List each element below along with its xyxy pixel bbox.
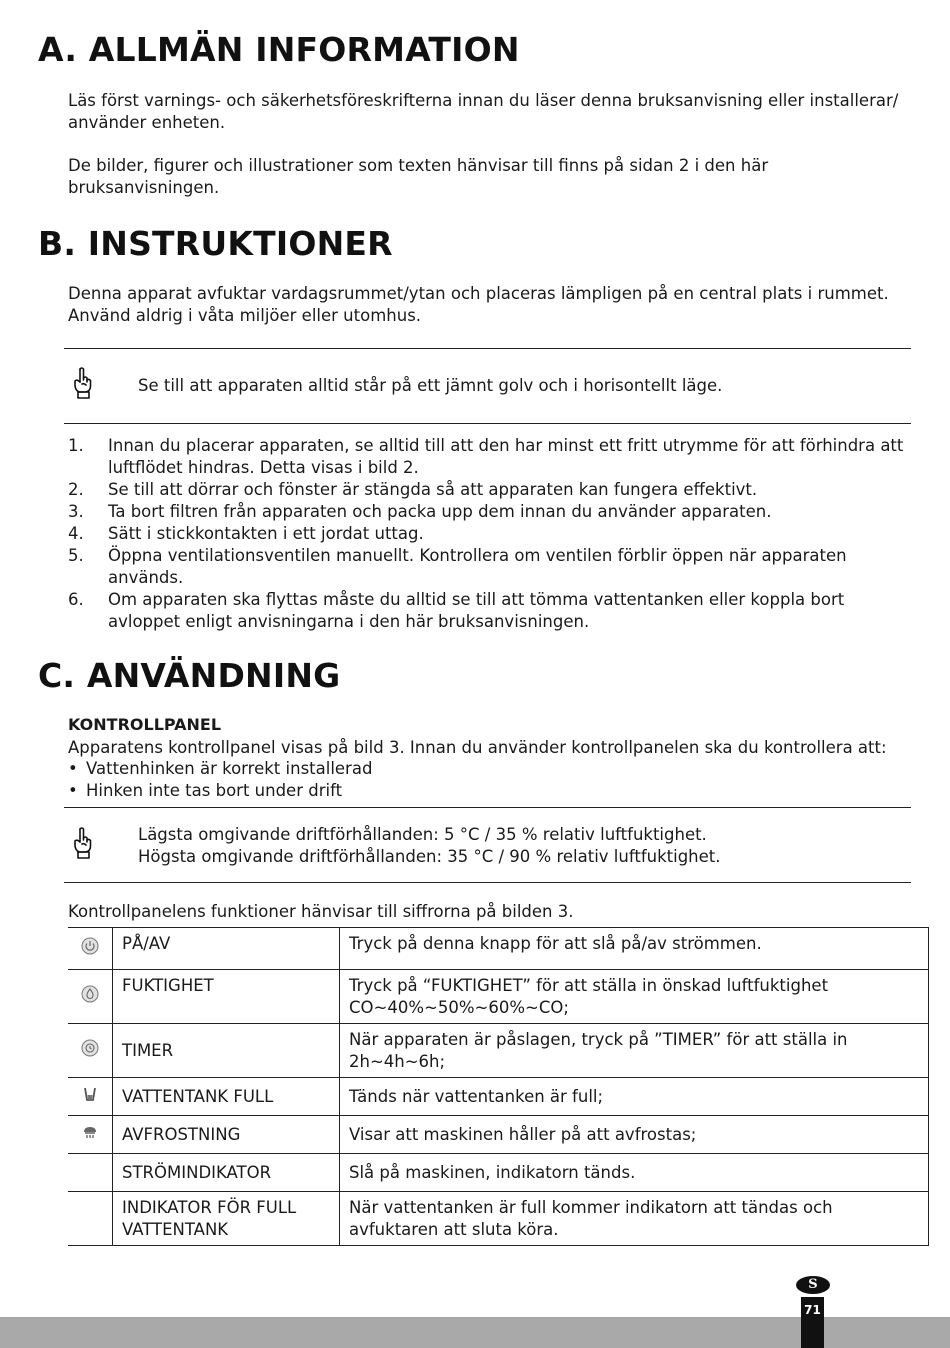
list-item: • Vattenhinken är korrekt installerad <box>68 759 373 778</box>
instruction-list <box>68 435 918 633</box>
table-cell-desc: Slå på maskinen, indikatorn tänds. <box>340 1154 929 1192</box>
list-item <box>68 545 918 589</box>
table-cell-desc: Tänds när vattentanken är full; <box>340 1078 929 1116</box>
timer-icon <box>80 1038 100 1058</box>
table-icon-cell <box>68 1192 113 1246</box>
table-row <box>68 1024 929 1078</box>
language-badge: S <box>796 1276 830 1294</box>
pointing-hand-icon <box>70 366 96 400</box>
check-list <box>68 758 372 802</box>
power-icon <box>80 936 100 956</box>
table-cell-name: FUKTIGHET <box>113 970 340 1024</box>
list-text: Hinken inte tas bort under drift <box>86 781 343 800</box>
operating-conditions-max: Högsta omgivande driftförhållanden: 35 °C / 90 % relativ luftfuktighet. <box>138 847 721 866</box>
control-panel-subheading: KONTROLLPANEL <box>68 715 222 734</box>
table-cell-name: STRÖMINDIKATOR <box>113 1154 340 1192</box>
table-cell-name: INDIKATOR FÖR FULL VATTENTANK <box>113 1192 340 1246</box>
table-row <box>68 1116 929 1154</box>
pointing-hand-icon <box>70 826 96 860</box>
section-b-paragraph: Denna apparat avfuktar vardagsrummet/ytan och placeras lämpligen på en central plats i rummet. Använd aldrig i våta miljöer eller utomhus. <box>68 284 889 325</box>
humidity-icon <box>80 984 100 1004</box>
table-icon-cell <box>68 1078 113 1116</box>
list-text: Öppna ventilationsventilen manuellt. Kontrollera om ventilen förblir öppen när apparaten används. <box>108 546 847 587</box>
table-icon-cell <box>68 1116 113 1154</box>
control-functions-table <box>68 927 929 1246</box>
table-icon-cell <box>68 970 113 1024</box>
table-cell-name: TIMER <box>113 1024 340 1078</box>
table-row <box>68 928 929 970</box>
table-cell-desc: Tryck på “FUKTIGHET” för att ställa in önskad luftfuktighet CO~40%~50%~60%~CO; <box>340 970 929 1024</box>
table-intro: Kontrollpanelens funktioner hänvisar till siffrorna på bilden 3. <box>68 902 574 921</box>
section-b-title: B. INSTRUKTIONER <box>38 224 393 263</box>
divider-bottom <box>64 882 911 883</box>
list-number: 6. <box>68 590 84 609</box>
control-panel-intro: Apparatens kontrollpanel visas på bild 3. Innan du använder kontrollpanelen ska du kontrollera att: <box>68 738 887 757</box>
list-text: Vattenhinken är korrekt installerad <box>86 759 373 778</box>
list-text: Ta bort filtren från apparaten och packa upp dem innan du använder apparaten. <box>108 502 772 521</box>
table-row <box>68 1154 929 1192</box>
list-number: 2. <box>68 480 84 499</box>
table-row <box>68 1192 929 1246</box>
page-number: 71 <box>801 1297 824 1348</box>
list-text: Om apparaten ska flyttas måste du alltid se till att tömma vattentanken eller koppla bort avloppet enligt anvisningarna i den här bruksanvisningen. <box>108 590 845 631</box>
divider-top <box>64 807 911 808</box>
list-item <box>68 501 918 523</box>
section-c-title: C. ANVÄNDNING <box>38 656 341 695</box>
divider-top <box>64 348 911 349</box>
tank-full-icon <box>80 1084 100 1104</box>
list-number: 4. <box>68 524 84 543</box>
list-item <box>68 435 918 479</box>
list-item: • Hinken inte tas bort under drift <box>68 781 343 800</box>
table-row <box>68 1078 929 1116</box>
table-icon-cell <box>68 928 113 970</box>
table-row <box>68 970 929 1024</box>
table-icon-cell <box>68 1024 113 1078</box>
section-a-title: A. ALLMÄN INFORMATION <box>38 30 520 69</box>
section-b-note: Se till att apparaten alltid står på ett jämnt golv och i horisontellt läge. <box>138 376 723 395</box>
operating-conditions-min: Lägsta omgivande driftförhållanden: 5 °C / 35 % relativ luftfuktighet. <box>138 825 707 844</box>
table-cell-desc: Visar att maskinen håller på att avfrostas; <box>340 1116 929 1154</box>
list-item <box>68 523 918 545</box>
table-icon-cell <box>68 1154 113 1192</box>
table-cell-name: AVFROSTNING <box>113 1116 340 1154</box>
table-cell-name: VATTENTANK FULL <box>113 1078 340 1116</box>
list-number: 1. <box>68 436 84 455</box>
divider-bottom <box>64 423 911 424</box>
section-a-paragraph-1: Läs först varnings- och säkerhetsföreskrifterna innan du läser denna bruksanvisning eller installerar/ använder enheten. <box>68 91 899 132</box>
table-cell-desc: Tryck på denna knapp för att slå på/av strömmen. <box>340 928 929 970</box>
defrost-icon <box>80 1122 100 1142</box>
section-a-paragraph-2: De bilder, figurer och illustrationer som texten hänvisar till finns på sidan 2 i den här bruksanvisningen. <box>68 156 769 197</box>
list-item <box>68 479 918 501</box>
list-text: Se till att dörrar och fönster är stängda så att apparaten kan fungera effektivt. <box>108 480 758 499</box>
list-text: Sätt i stickkontakten i ett jordat uttag. <box>108 524 424 543</box>
list-number: 5. <box>68 546 84 565</box>
table-cell-desc: När vattentanken är full kommer indikatorn att tändas och avfuktaren att sluta köra. <box>340 1192 929 1246</box>
list-item <box>68 589 918 633</box>
table-cell-desc: När apparaten är påslagen, tryck på ”TIMER” för att ställa in 2h~4h~6h; <box>340 1024 929 1078</box>
list-number: 3. <box>68 502 84 521</box>
table-cell-name: PÅ/AV <box>113 928 340 970</box>
list-text: Innan du placerar apparaten, se alltid till att den har minst ett fritt utrymme för att förhindra att luftflödet hindras. Detta visas i bild 2. <box>108 436 904 477</box>
